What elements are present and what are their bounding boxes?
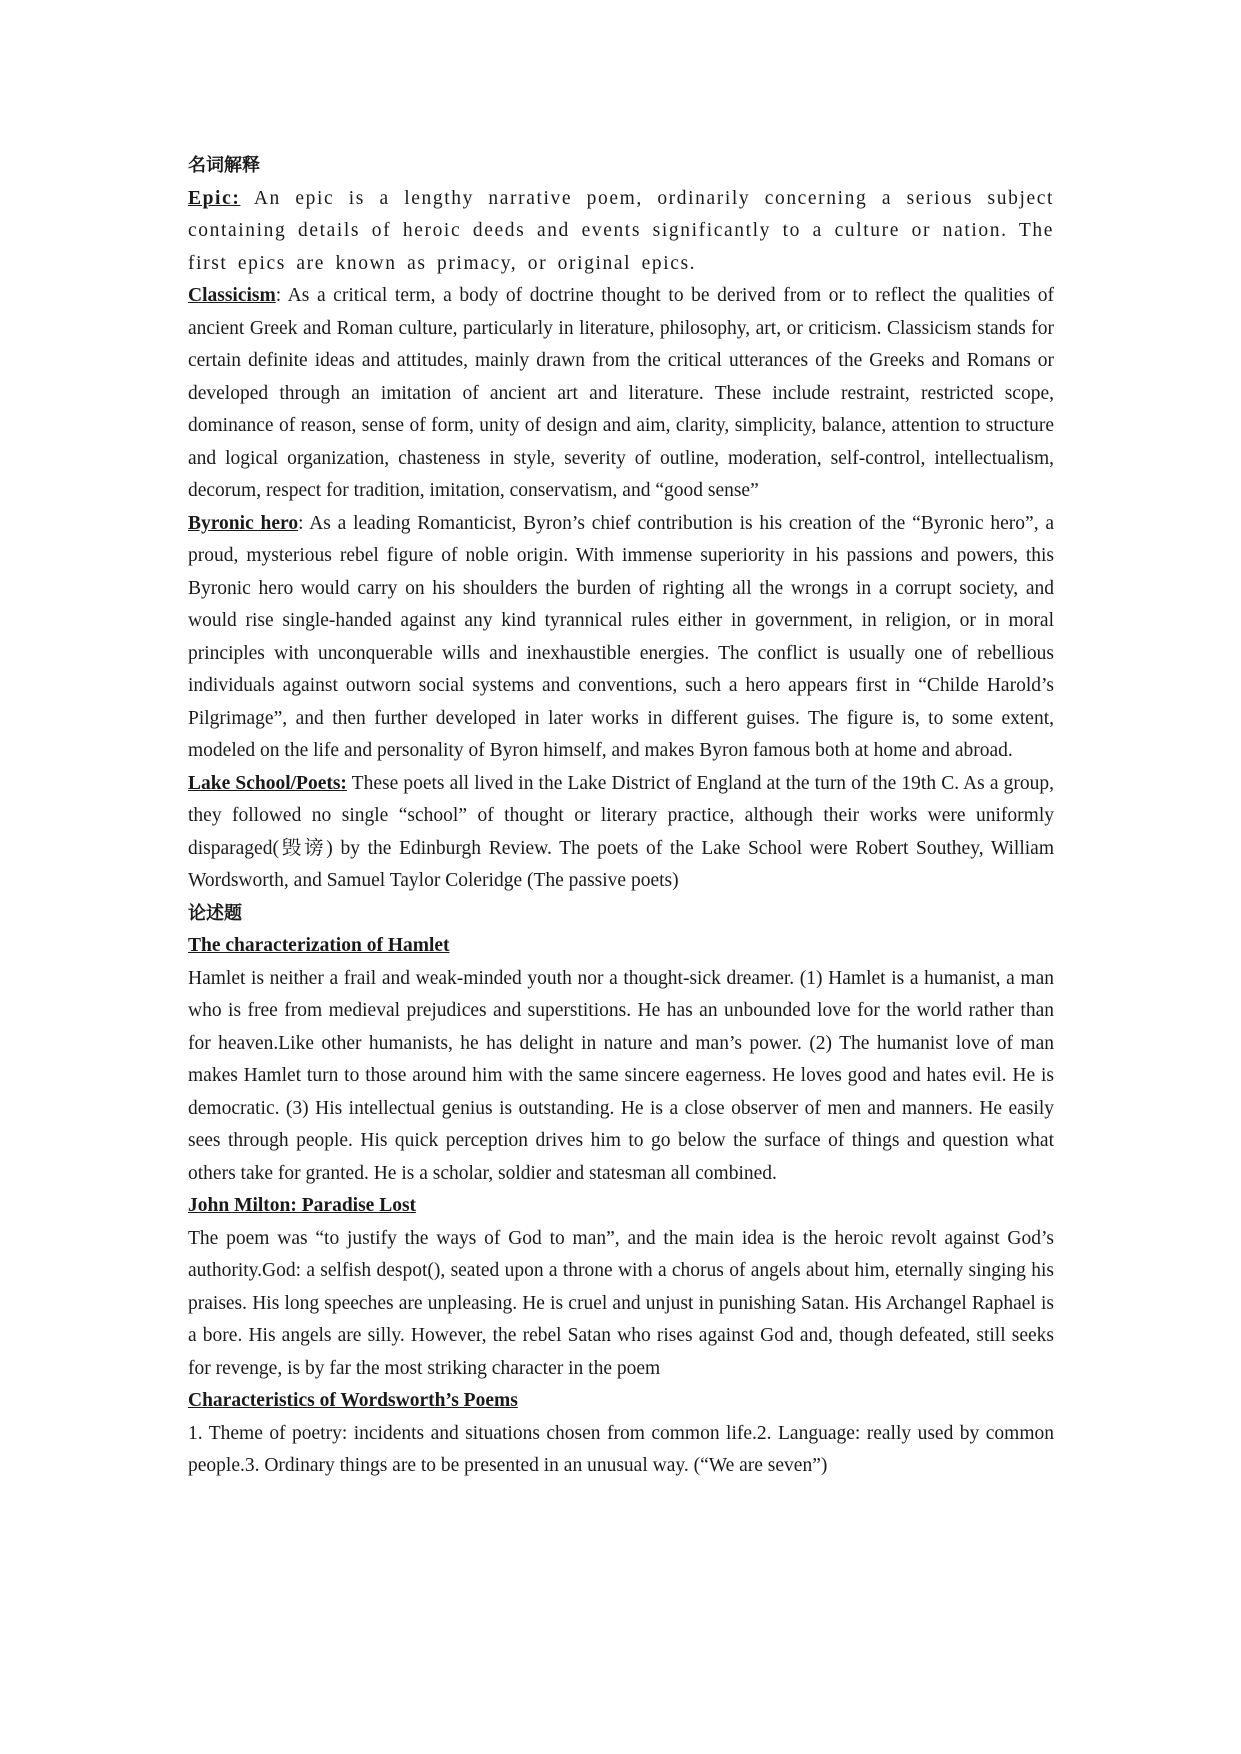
essay-title-milton: John Milton: Paradise Lost <box>188 1195 417 1216</box>
term-label-lake-school: Lake School/Poets: <box>188 772 347 794</box>
term-label-epic: Epic: <box>188 187 241 209</box>
essay-text-wordsworth: 1. Theme of poetry: incidents and situations chosen from common life.2. Language: really used by common people.3. Ordinary things are to be presented in an unusual way. (“We are seven”) <box>188 1422 1054 1476</box>
term-definition-classicism: : As a critical term, a body of doctrine thought to be derived from or to reflect the qualities of ancient Greek and Roman culture, particularly in literature, philosophy, art, or criticism. Classicism stands for certain definite ideas and attitudes, mainly drawn from the critical utterances of the Greeks and Romans or developed through an imitation of ancient art and literature. These include restraint, restricted scope, dominance of reason, sense of form, unity of design and aim, clarity, simplicity, balance, attention to structure and logical organization, chasteness in style, severity of outline, moderation, self-control, intellectualism, decorum, respect for tradition, imitation, conservatism, and “good sense” <box>188 285 1054 501</box>
term-definition-epic: An epic is a lengthy narrative poem, ordinarily concerning a serious subject containing details of heroic deeds and events significantly to a culture or nation. The first epics are known as primacy, or original epics. <box>188 187 1054 274</box>
term-label-byronic-hero: Byronic hero <box>188 512 299 534</box>
essay-text-milton: The poem was “to justify the ways of God to man”, and the main idea is the heroic revolt against God’s authority.God: a selfish despot(), seated upon a throne with a chorus of angels about him, eternally singing his praises. His long speeches are unpleasing. He is cruel and unjust in punishing Satan. His Archangel Raphael is a bore. His angels are silly. However, the rebel Satan who rises against God and, though defeated, still seeks for revenge, is by far the most striking character in the poem <box>188 1227 1054 1379</box>
term-classicism <box>188 280 1054 508</box>
term-label-classicism: Classicism <box>188 285 276 306</box>
term-definition-byronic-hero: : As a leading Romanticist, Byron’s chief contribution is his creation of the “Byronic hero”, a proud, mysterious rebel figure of noble origin. With immense superiority in his passions and powers, this Byronic hero would carry on his shoulders the burden of righting all the wrongs in a corrupt society, and would rise single-handed against any kind tyrannical rules either in government, in religion, or in moral principles with unconquerable wills and inexhaustible energies. The conflict is usually one of rebellious individuals against outworn social systems and conventions, such a hero appears first in “Childe Harold’s Pilgrimage”, and then further developed in later works in different guises. The figure is, to some extent, modeled on the life and personality of Byron himself, and makes Byron famous both at home and abroad. <box>188 512 1055 761</box>
essay-text-hamlet: Hamlet is neither a frail and weak-minded youth nor a thought-sick dreamer. (1) Hamlet is a humanist, a man who is free from medieval prejudices and superstitions. He has an unbounded love for the world rather than for heaven.Like other humanists, he has delight in nature and man’s power. (2) The humanist love of man makes Hamlet turn to those around him with the same sincere eagerness. He loves good and hates evil. He is democratic. (3) His intellectual genius is outstanding. He is a close observer of men and manners. He easily sees through people. His quick perception drives him to go below the surface of things and question what others take for granted. He is a scholar, soldier and statesman all combined. <box>188 967 1054 1184</box>
document-page <box>188 150 1054 1483</box>
essay-title-hamlet: The characterization of Hamlet <box>188 935 450 956</box>
term-lake-school <box>188 768 1054 898</box>
term-byronic-hero <box>188 508 1054 768</box>
essay-title-wordsworth: Characteristics of Wordsworth’s Poems <box>188 1390 518 1411</box>
section-heading-essays: 论述题 <box>188 902 242 924</box>
term-definition-lake-school: These poets all lived in the Lake District of England at the turn of the 19th C. As a group, they followed no single “school” of thought or literary practice, although their works were uniformly disparaged(毁谤) by the Edinburgh Review. The poets of the Lake School were Robert Southey, William Wordsworth, and Samuel Taylor Coleridge (The passive poets) <box>188 772 1054 891</box>
term-epic <box>188 183 1054 281</box>
section-heading-terms: 名词解释 <box>188 155 260 176</box>
